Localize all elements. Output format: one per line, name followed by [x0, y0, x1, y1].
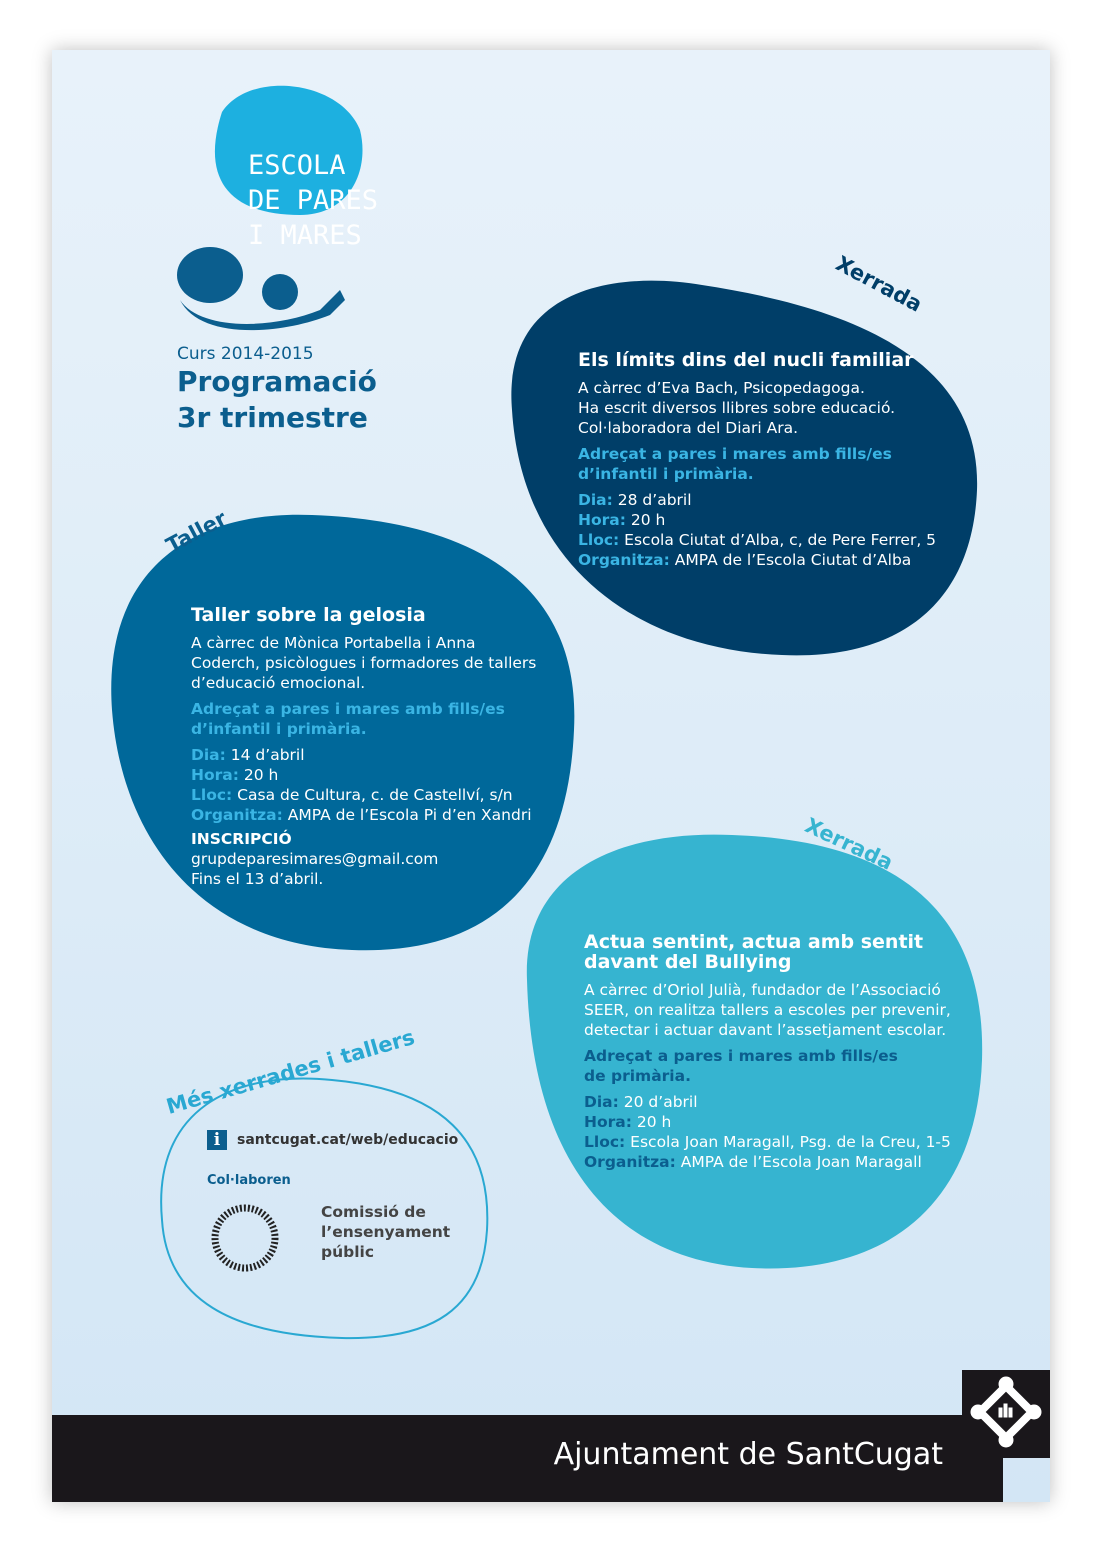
page-title: Programació [177, 365, 377, 398]
event-card [584, 932, 951, 1172]
footer-brand: Ajuntament de SantCugat [553, 1437, 943, 1472]
label: Lloc: [578, 531, 620, 549]
info-icon: i [207, 1130, 227, 1150]
event-title: Els límits dins del nucli familiar [578, 349, 914, 371]
commission [321, 1202, 450, 1262]
event-day: 14 d’abril [230, 746, 305, 764]
commission-line: públic [321, 1243, 375, 1261]
label: Dia: [191, 746, 226, 764]
event-desc: d’educació emocional. [191, 674, 366, 692]
ampas-seal-logo [200, 1193, 290, 1283]
event-desc: A càrrec d’Eva Bach, Psicopedagoga. [578, 379, 865, 397]
label: Dia: [578, 491, 613, 509]
event-desc: A càrrec d’Oriol Julià, fundador de l’Associació [584, 981, 941, 999]
label: Organitza: [578, 551, 670, 569]
label: Lloc: [191, 786, 233, 804]
logo-line: I MARES [248, 220, 362, 251]
logo-text [248, 148, 378, 253]
event-desc: Col·laboradora del Diari Ara. [578, 419, 799, 437]
event-card [191, 605, 536, 889]
footer-bar [52, 1415, 1003, 1502]
event-organizer: AMPA de l’Escola Ciutat d’Alba [674, 551, 912, 569]
header [177, 344, 377, 436]
signup-email[interactable]: grupdeparesimares@gmail.com [191, 850, 439, 868]
label: Hora: [584, 1113, 632, 1131]
event-audience: Adreçat a pares i mares amb fills/es [578, 445, 892, 463]
poster [52, 50, 1050, 1502]
label: Dia: [584, 1093, 619, 1111]
more-title: Més xerrades i tallers [163, 1025, 418, 1119]
event-hour: 20 h [630, 511, 666, 529]
label: Organitza: [584, 1153, 676, 1171]
event-desc: A càrrec de Mònica Portabella i Anna [191, 634, 476, 652]
commission-line: l’ensenyament [321, 1223, 451, 1241]
label: Hora: [191, 766, 239, 784]
event-title: Taller sobre la gelosia [191, 604, 426, 626]
event-tag: Xerrada [801, 813, 897, 875]
signup-deadline: Fins el 13 d’abril. [191, 870, 324, 888]
logo-line: DE PARES [248, 185, 379, 216]
course-year: Curs 2014-2015 [177, 344, 314, 364]
info-link[interactable] [207, 1130, 458, 1150]
collab-label: Col·laboren [207, 1173, 291, 1188]
event-place: Escola Joan Maragall, Psg. de la Creu, 1-5 [630, 1133, 951, 1151]
url-link[interactable]: santcugat.cat/web/educacio [237, 1132, 459, 1148]
event-audience: d’infantil i primària. [578, 465, 754, 483]
event-desc: Coderch, psicòlogues i formadores de tallers [191, 654, 537, 672]
event-organizer: AMPA de l’Escola Pi d’en Xandri [287, 806, 532, 824]
event-place: Escola Ciutat d’Alba, c, de Pere Ferrer, 5 [624, 531, 937, 549]
event-title: davant del Bullying [584, 951, 792, 973]
event-tag: Xerrada [831, 251, 927, 317]
commission-line: Comissió de [321, 1203, 426, 1221]
event-desc: detectar i actuar davant l’assetjament escolar. [584, 1021, 947, 1039]
event-audience: de primària. [584, 1067, 691, 1085]
label: Organitza: [191, 806, 283, 824]
event-place: Casa de Cultura, c. de Castellví, s/n [237, 786, 513, 804]
label: Hora: [578, 511, 626, 529]
label: Lloc: [584, 1133, 626, 1151]
event-tag: Taller [162, 506, 231, 558]
event-card [578, 350, 936, 570]
event-hour: 20 h [636, 1113, 672, 1131]
event-day: 20 d’abril [623, 1093, 698, 1111]
page-subtitle: 3r trimestre [177, 401, 368, 434]
santcugat-logo [962, 1370, 1050, 1458]
event-hour: 20 h [243, 766, 279, 784]
event-audience: Adreçat a pares i mares amb fills/es [191, 700, 505, 718]
event-audience: Adreçat a pares i mares amb fills/es [584, 1047, 898, 1065]
logo-figures [177, 247, 345, 330]
event-desc: SEER, on realitza tallers a escoles per prevenir, [584, 1001, 951, 1019]
logo-line: ESCOLA [248, 150, 346, 181]
event-day: 28 d’abril [617, 491, 692, 509]
signup-label: INSCRIPCIÓ [191, 830, 292, 848]
event-audience: d’infantil i primària. [191, 720, 367, 738]
event-organizer: AMPA de l’Escola Joan Maragall [680, 1153, 922, 1171]
event-desc: Ha escrit diversos llibres sobre educació. [578, 399, 896, 417]
event-title: Actua sentint, actua amb sentit [584, 931, 924, 953]
